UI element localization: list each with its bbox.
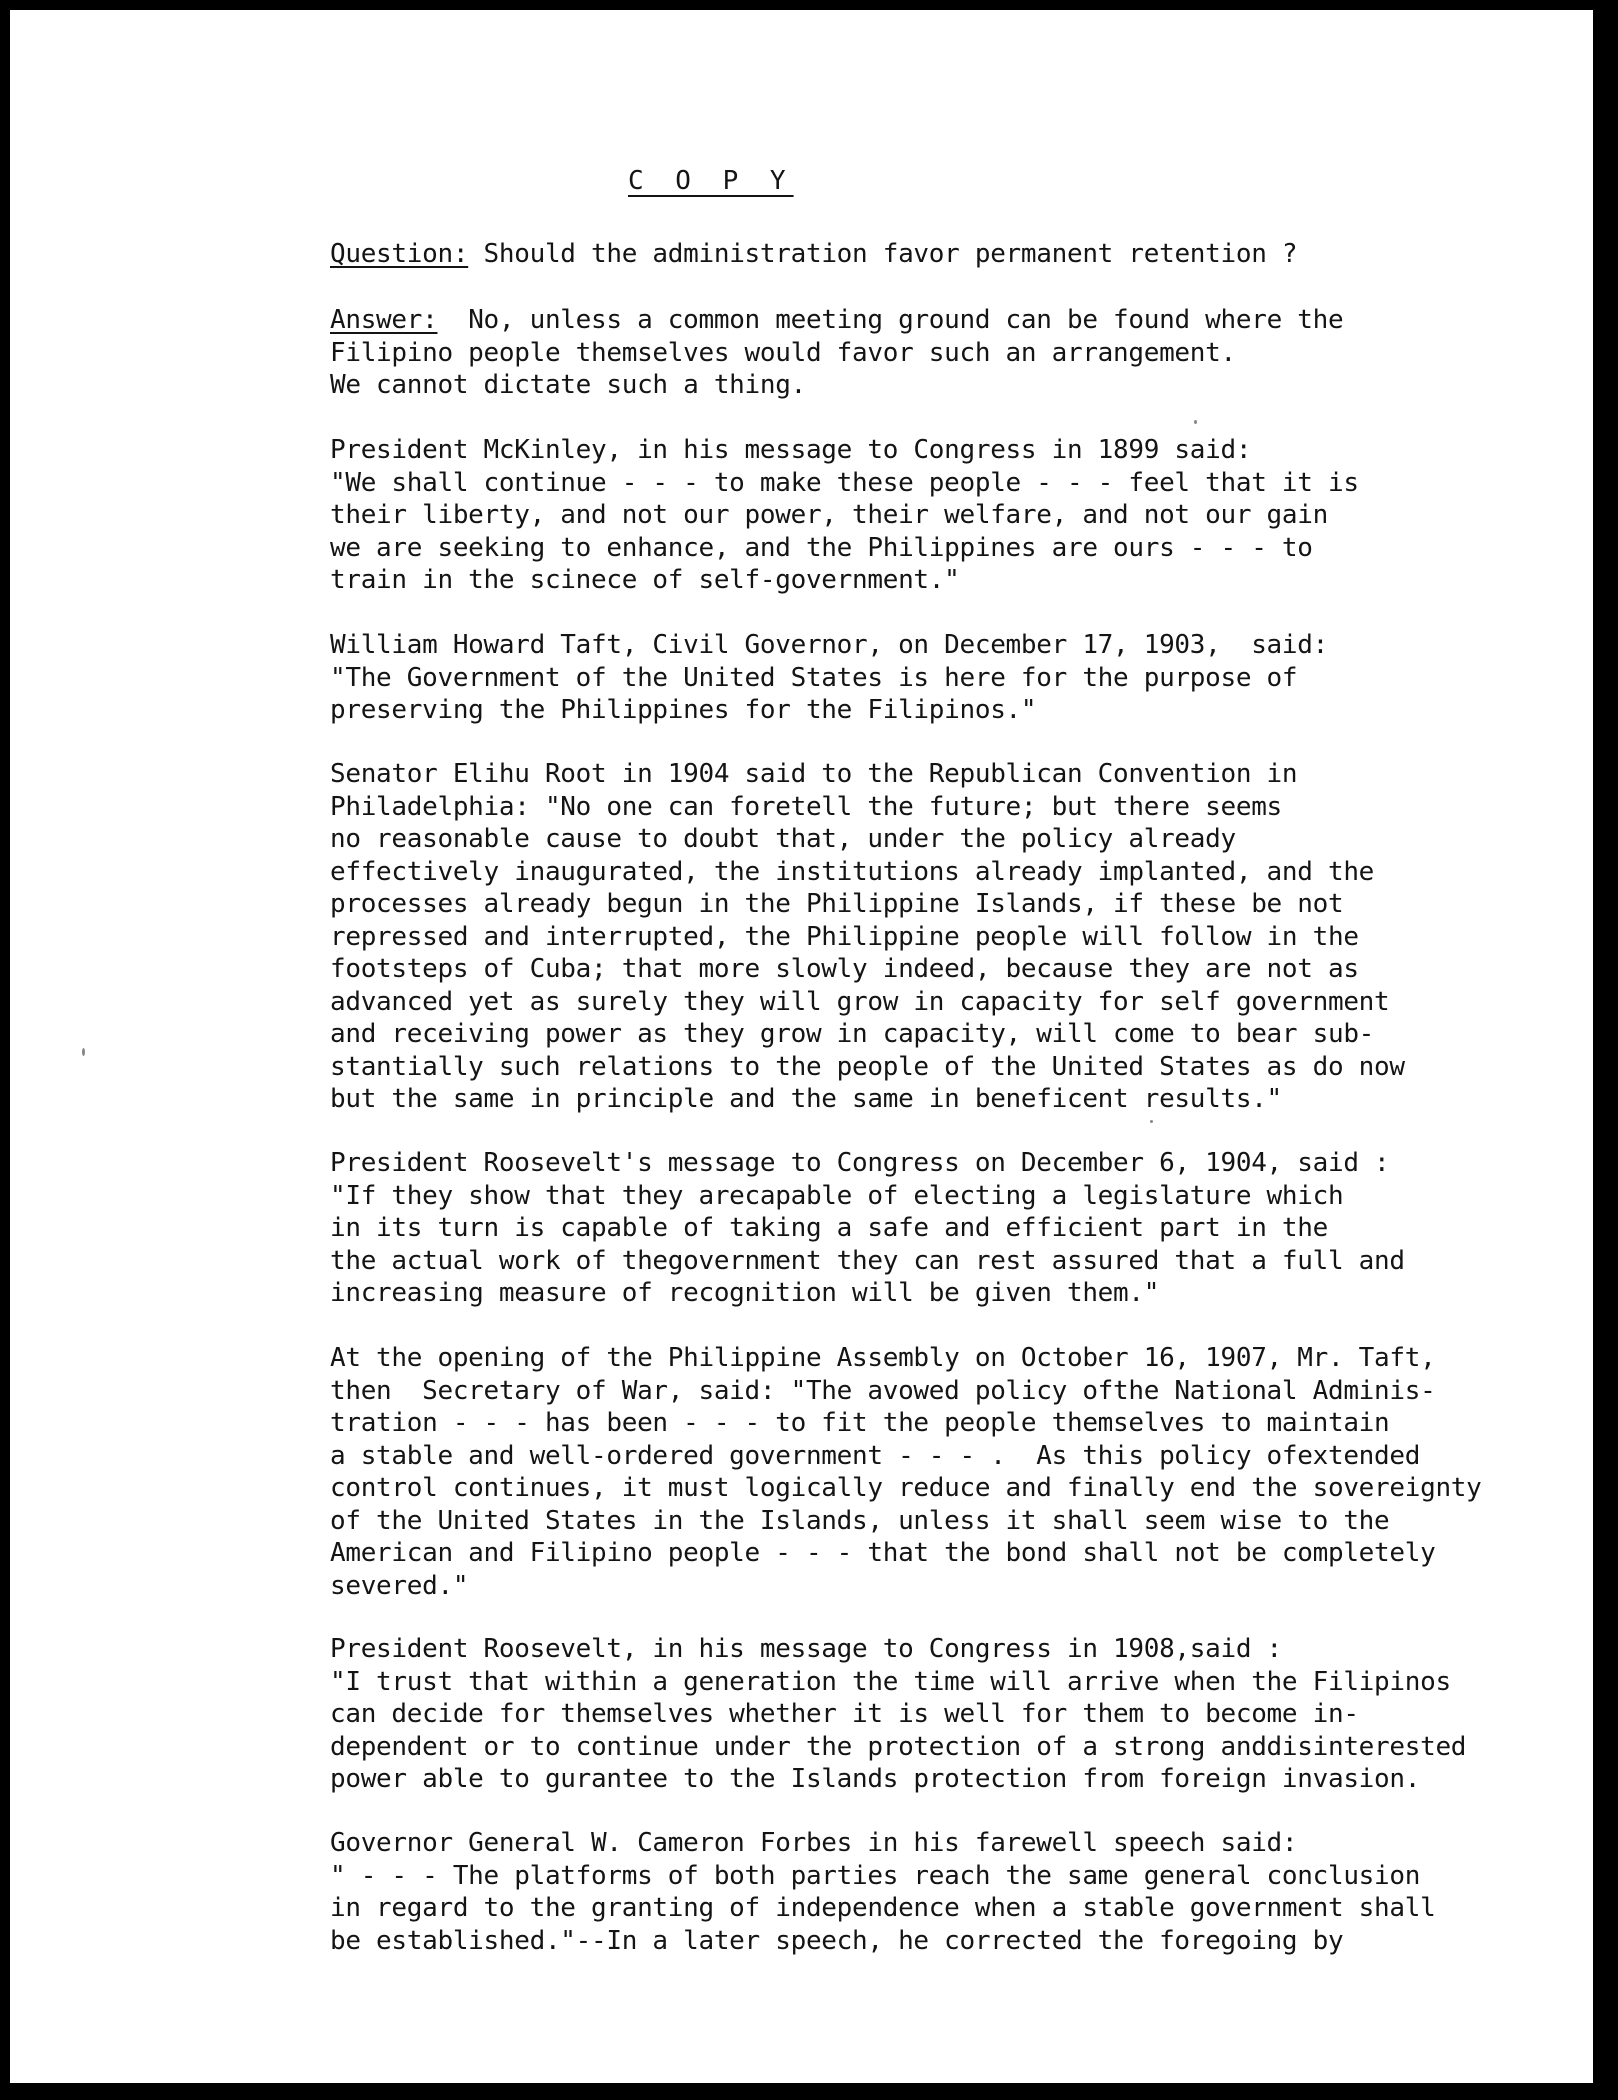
text-line: At the opening of the Philippine Assembly on October 16, 1907, Mr. Taft,	[330, 1343, 1436, 1373]
roosevelt-1904-paragraph	[330, 1147, 1405, 1310]
text-line: a stable and well-ordered government - - - . As this policy ofextended	[330, 1440, 1421, 1471]
answer-block	[330, 304, 1343, 402]
text-line: then Secretary of War, said: "The avowed policy ofthe National Adminis-	[330, 1375, 1436, 1406]
text-line: can decide for themselves whether it is well for them to become in-	[330, 1699, 1359, 1729]
answer-line	[330, 304, 1343, 337]
text-line: and receiving power as they grow in capacity, will come to bear sub-	[330, 1019, 1375, 1049]
scan-speck	[1194, 420, 1197, 424]
text-line: "The Government of the United States is here for the purpose of	[330, 662, 1298, 693]
text-line: President Roosevelt's message to Congress on December 6, 1904, said :	[330, 1148, 1390, 1178]
text-line: footsteps of Cuba; that more slowly indeed, because they are not as	[330, 954, 1359, 984]
scan-speck	[82, 1048, 85, 1056]
text-line: control continues, it must logically reduce and finally end the sovereignty	[330, 1473, 1482, 1503]
text-line: no reasonable cause to doubt that, under the policy already	[330, 824, 1236, 854]
text-line: the actual work of thegovernment they can rest assured that a full and	[330, 1245, 1405, 1276]
answer-line: Filipino people themselves would favor such an arrangement.	[330, 337, 1236, 368]
text-line: increasing measure of recognition will be given them."	[330, 1278, 1160, 1308]
text-line: of the United States in the Islands, unless it shall seem wise to the	[330, 1505, 1390, 1536]
text-line: repressed and interrupted, the Philippine people will follow in the	[330, 921, 1359, 952]
text-line: their liberty, and not our power, their welfare, and not our gain	[330, 500, 1328, 530]
text-line: train in the scinece of self-government."	[330, 565, 960, 595]
text-line: preserving the Philippines for the Filipinos."	[330, 695, 1037, 725]
text-line: effectively inaugurated, the institutions already implanted, and the	[330, 856, 1375, 887]
roosevelt-1908-paragraph	[330, 1633, 1466, 1796]
question-label: Question:	[330, 239, 469, 269]
document-title: C O P Y	[628, 166, 794, 196]
text-line: stantially such relations to the people of the United States as do now	[330, 1051, 1405, 1082]
text-line: William Howard Taft, Civil Governor, on December 17, 1903, said:	[330, 630, 1328, 660]
mckinley-paragraph	[330, 434, 1359, 597]
root-paragraph	[330, 758, 1405, 1116]
text-line: severed."	[330, 1570, 469, 1601]
text-line: Philadelphia: "No one can foretell the future; but there seems	[330, 791, 1282, 822]
text-line: processes already begun in the Philippine Islands, if these be not	[330, 889, 1344, 919]
text-line: in its turn is capable of taking a safe and efficient part in the	[330, 1213, 1328, 1243]
answer-line: We cannot dictate such a thing.	[330, 370, 806, 400]
text-line: President Roosevelt, in his message to Congress in 1908,said :	[330, 1634, 1282, 1664]
scan-speck	[1150, 1120, 1153, 1123]
text-line: power able to gurantee to the Islands protection from foreign invasion.	[330, 1764, 1421, 1794]
question-block	[330, 238, 1297, 271]
text-line: President McKinley, in his message to Congress in 1899 said:	[330, 435, 1252, 465]
text-line: we are seeking to enhance, and the Philippines are ours - - - to	[330, 532, 1313, 563]
text-line: "We shall continue - - - to make these people - - - feel that it is	[330, 467, 1359, 498]
question-text: Should the administration favor permanent retention ?	[468, 239, 1298, 269]
text-line: American and Filipino people - - - that the bond shall not be completely	[330, 1538, 1436, 1568]
taft-1907-paragraph	[330, 1342, 1482, 1602]
text-line: but the same in principle and the same in beneficent results."	[330, 1084, 1282, 1114]
text-line: "If they show that they arecapable of electing a legislature which	[330, 1180, 1344, 1211]
text-line: " - - - The platforms of both parties reach the same general conclusion	[330, 1860, 1421, 1891]
text-line: Governor General W. Cameron Forbes in his farewell speech said:	[330, 1828, 1298, 1858]
text-line: dependent or to continue under the protection of a strong anddisinterested	[330, 1731, 1467, 1762]
answer-label: Answer:	[330, 305, 438, 335]
taft-paragraph	[330, 629, 1328, 727]
text-line: tration - - - has been - - - to fit the people themselves to maintain	[330, 1408, 1390, 1438]
text-line: in regard to the granting of independence when a stable government shall	[330, 1893, 1436, 1923]
text-line: Senator Elihu Root in 1904 said to the Republican Convention in	[330, 759, 1298, 789]
text-line: advanced yet as surely they will grow in capacity for self government	[330, 986, 1390, 1017]
forbes-paragraph	[330, 1827, 1435, 1957]
question-line	[330, 238, 1297, 271]
text-line: be established."--In a later speech, he corrected the foregoing by	[330, 1925, 1344, 1956]
scan-edge	[1600, 0, 1618, 2100]
text-line: "I trust that within a generation the time will arrive when the Filipinos	[330, 1666, 1451, 1697]
answer-text: No, unless a common meeting ground can be found where the	[437, 305, 1344, 335]
